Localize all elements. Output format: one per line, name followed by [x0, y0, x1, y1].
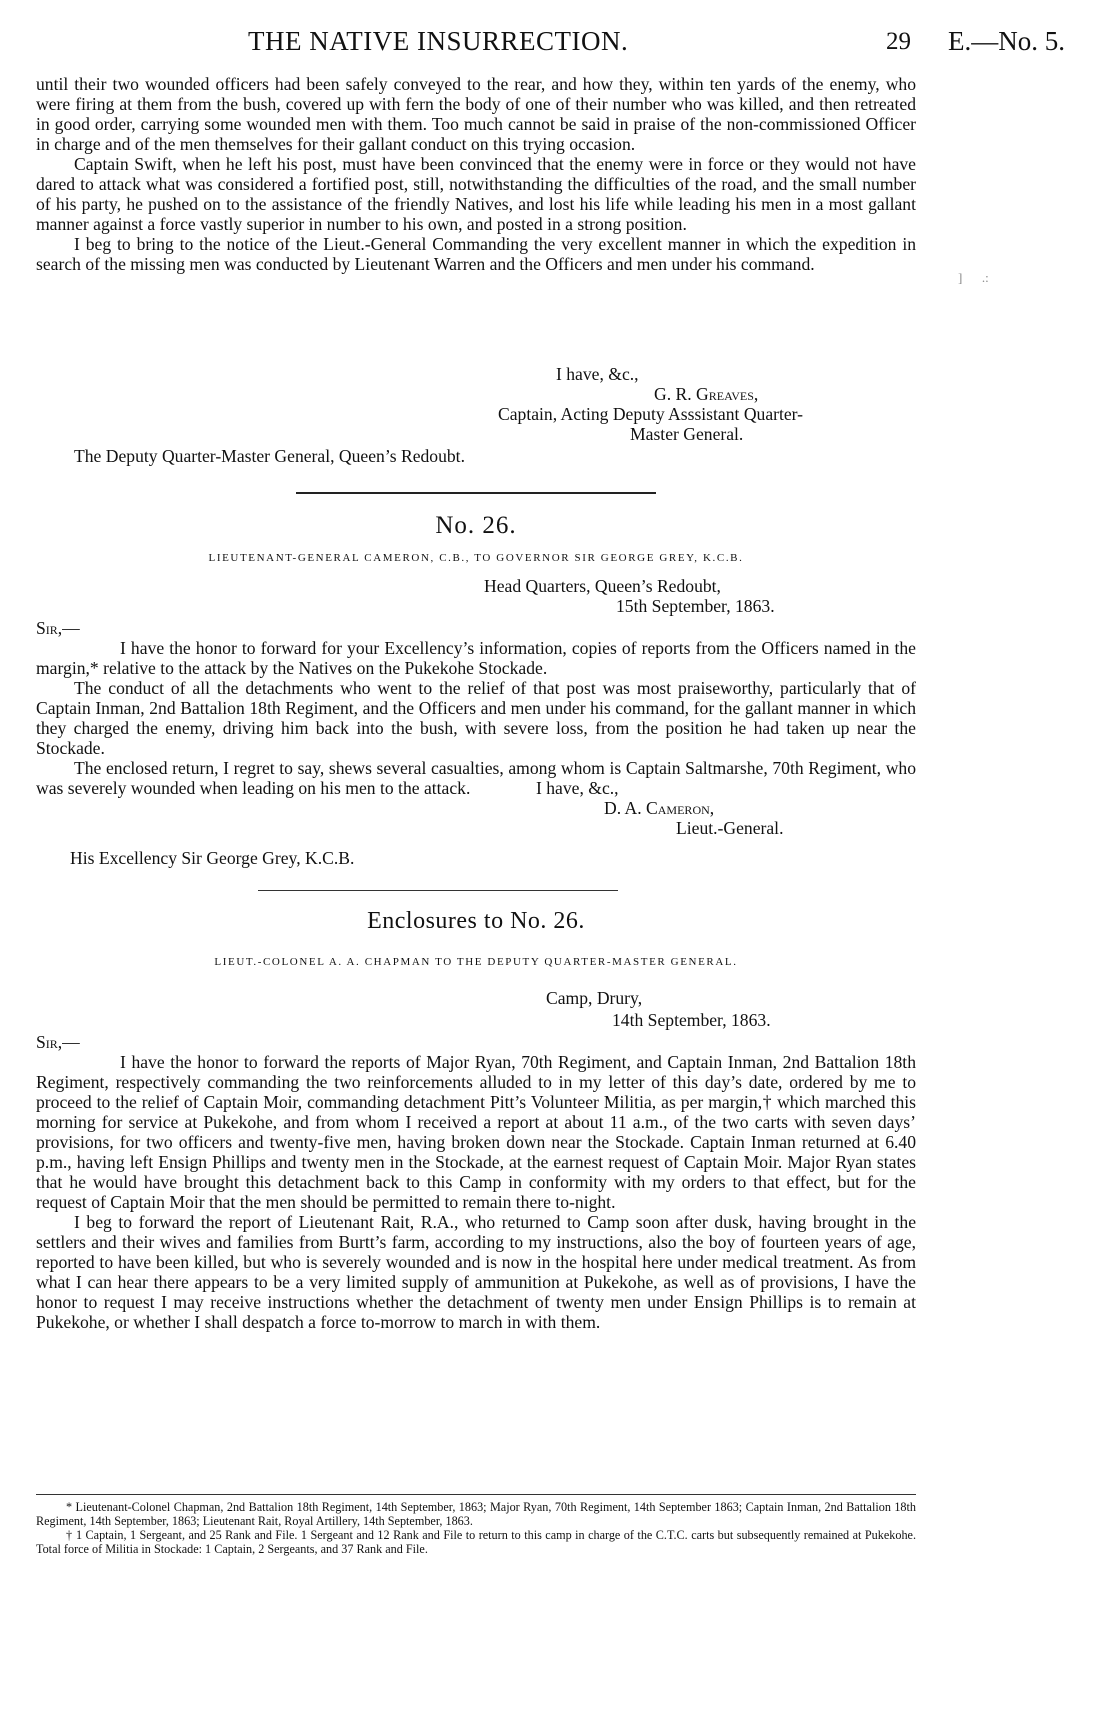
paragraph: The enclosed return, I regret to say, shews several casualties, among whom is Captain Saltmarshe, 70th Regiment, who was severely wounded when leading on his men to the attack.	[36, 758, 916, 798]
document-page	[36, 26, 1096, 1556]
enclosures-subheading: LIEUT.-COLONEL A. A. CHAPMAN TO THE DEPUTY QUARTER-MASTER GENERAL.	[214, 956, 738, 968]
addressee: His Excellency Sir George Grey, K.C.B.	[70, 848, 355, 868]
letter-date: 14th September, 1863.	[612, 1010, 771, 1030]
addressee: The Deputy Quarter-Master General, Queen’s Redoubt.	[74, 446, 465, 466]
paragraph: I beg to bring to the notice of the Lieut.-General Commanding the very excellent manner in which the expedition in search of the missing men was conducted by Lieutenant Warren and the Officers and men under his command.	[36, 234, 916, 274]
section-heading: No. 26.	[435, 512, 517, 539]
closing: I have, &c.,	[556, 364, 639, 384]
footnote: † 1 Captain, 1 Sergeant, and 25 Rank and File. 1 Sergeant and 12 Rank and File to return to this camp in charge of the C.T.C. carts but subsequently remained at Pukekohe. Total force of Militia in Stockade: 1 Captain, 2 Sergeants, and 37 Rank and File.	[36, 1528, 916, 1556]
document-reference: E.—No. 5.	[948, 26, 1065, 56]
letter-date: 15th September, 1863.	[616, 596, 775, 616]
letter-body	[36, 1052, 916, 1332]
letter-place: Head Quarters, Queen’s Redoubt,	[484, 576, 721, 596]
letter-body	[36, 638, 916, 798]
salutation: Sir,—	[36, 1032, 80, 1052]
paragraph: I beg to forward the report of Lieutenant Rait, R.A., who returned to Camp soon after dusk, having brought in the settlers and their wives and families from Burtt’s farm, according to my instructions, also the boy of fourteen years of age, reported to have been killed, but who is severely wounded and is now in the hospital here under medical treatment. As from what I can hear there appears to be a very limited supply of ammunition at Pukekohe, as well as of provisions, I have the honor to request I may receive instructions whether the detachment of twenty men under Ensign Phillips is to remain at Pukekohe, or whether I shall despatch a force to-morrow to march in with them.	[36, 1212, 916, 1332]
salutation: Sir,—	[36, 618, 80, 638]
letter-continuation	[36, 74, 916, 274]
paragraph: I have the honor to forward for your Excellency’s information, copies of reports from the Officers named in the margin,* relative to the attack by the Natives on the Pukekohe Stockade.	[36, 638, 916, 678]
paragraph: until their two wounded officers had been safely conveyed to the rear, and how they, within ten yards of the enemy, who were firing at them from the bush, covered up with fern the body of one of their number who was killed, and then retreated in good order, carrying some wounded men with them. Too much cannot be said in praise of the non-commissioned Officer in charge and of the men themselves for their gallant conduct on this trying occasion.	[36, 74, 916, 154]
signer-rank: Captain, Acting Deputy Asssistant Quarter-	[498, 404, 804, 424]
footnote: * Lieutenant-Colonel Chapman, 2nd Battalion 18th Regiment, 14th September, 1863; Major Ryan, 70th Regiment, 14th September 1863; Captain Inman, 2nd Battalion 18th Regiment, 14th September, 1863; Lieutenant Rait, Royal Artillery, 14th September, 1863.	[36, 1500, 916, 1528]
footnote-divider	[36, 1494, 916, 1495]
closing: I have, &c.,	[536, 778, 619, 798]
letter-place: Camp, Drury,	[546, 988, 643, 1008]
section-subheading: LIEUTENANT-GENERAL CAMERON, C.B., TO GOVERNOR SIR GEORGE GREY, K.C.B.	[208, 552, 744, 564]
paragraph: The conduct of all the detachments who went to the relief of that post was most praiseworthy, particularly that of Captain Inman, 2nd Battalion 18th Regiment, and the Officers and men under his command, for the gallant manner in which they charged the enemy, driving him back into the bush, with severe loss, from the position he had taken up near the Stockade.	[36, 678, 916, 758]
signer-rank-cont: Master General.	[630, 424, 744, 444]
paragraph: I have the honor to forward the reports of Major Ryan, 70th Regiment, and Captain Inman, 2nd Battalion 18th Regiment, respectively commanding the two reinforcements alluded to in my letter of this day’s date, ordered by me to proceed to the relief of Captain Moir, commanding detachment Pitt’s Volunteer Militia, as per margin,† which marched this morning for service at Pukekohe, and from whom I received a report at about 11 a.m., of the two carts with seven days’ provisions, for two officers and twenty-five men, having broken down near the Stockade. Captain Inman returned at 6.40 p.m., having left Ensign Phillips and twenty men in the Stockade, at the earnest request of Captain Moir. Major Ryan states that he would have brought this detachment back to this Camp in conformity with my orders to that effect, but for the request of Captain Moir that the men should be permitted to remain there to-night.	[36, 1052, 916, 1212]
margin-mark: ] .:	[958, 270, 989, 285]
section-divider	[258, 890, 618, 891]
footnotes	[36, 1500, 916, 1556]
paragraph: Captain Swift, when he left his post, must have been convinced that the enemy were in force or they would not have dared to attack what was considered a fortified post, still, notwithstanding the difficulties of the road, and the small number of his party, he pushed on to the assistance of the friendly Natives, and lost his life while leading his men in a most gallant manner against a force vastly superior in number to his own, and posted in a strong position.	[36, 154, 916, 234]
signer-rank: Lieut.-General.	[676, 818, 784, 838]
signer-name: G. R. Greaves,	[654, 384, 759, 404]
page-number: 29	[886, 28, 911, 55]
section-divider	[296, 492, 656, 494]
page-header	[36, 26, 1096, 66]
enclosures-heading: Enclosures to No. 26.	[367, 908, 585, 934]
signer-name: D. A. Cameron,	[604, 798, 715, 818]
running-title: THE NATIVE INSURRECTION.	[248, 26, 629, 56]
